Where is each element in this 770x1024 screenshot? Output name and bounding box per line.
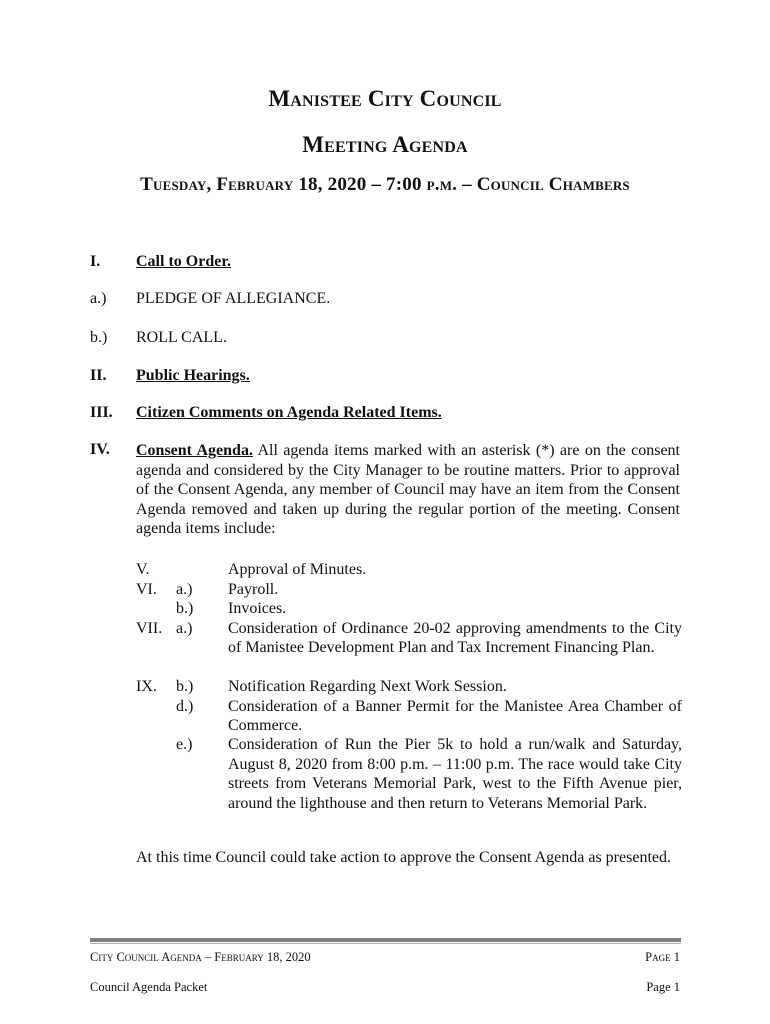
- consent-item-roman: VII.: [136, 619, 163, 637]
- item-text: ROLL CALL.: [136, 329, 227, 346]
- consent-item-text: Invoices.: [228, 600, 287, 617]
- packet-label: Council Agenda Packet: [90, 980, 208, 994]
- item-text: PLEDGE OF ALLEGIANCE.: [136, 290, 331, 307]
- item-letter: a.): [90, 290, 107, 307]
- consent-intro-text: All agenda items marked with an asterisk (*) are on the consent agenda and considered by the City Manager to be routine matters. Prior to approval of the Consent Agenda, any member of Council may have an item from the Consent Agenda removed and taken up during the regular portion of the meeting. Consent agenda items include:: [136, 442, 680, 538]
- section-heading: Citizen Comments on Agenda Related Items.: [136, 404, 442, 421]
- consent-item-letter: b.): [176, 600, 194, 617]
- consent-item-letter: e.): [176, 736, 193, 753]
- consent-item-roman: V.: [136, 561, 150, 578]
- consent-item-letter: d.): [176, 697, 194, 715]
- section-heading: Public Hearings.: [136, 367, 250, 384]
- packet-page-number: Page 1: [646, 980, 680, 994]
- consent-item-letter: b.): [176, 678, 194, 695]
- agenda-subtitle: Meeting Agenda: [302, 132, 468, 157]
- footer-page-number: Page 1: [645, 950, 680, 964]
- footer-rule-thin: [90, 943, 681, 944]
- consent-item-text: Payroll.: [228, 580, 279, 598]
- section-number: III.: [90, 404, 113, 421]
- section-number: II.: [90, 367, 107, 384]
- consent-closing-paragraph: At this time Council could take action to approve the Consent Agenda as presented.: [136, 849, 671, 866]
- meeting-date-line: Tuesday, February 18, 2020 – 7:00 p.m. – Council Chambers: [140, 174, 630, 195]
- item-letter: b.): [90, 329, 108, 346]
- consent-item-letter: a.): [176, 619, 193, 637]
- consent-item-roman: VI.: [136, 580, 157, 598]
- consent-item-roman: IX.: [136, 678, 157, 695]
- consent-agenda-paragraph: [136, 441, 680, 539]
- footer-rule: [90, 938, 681, 942]
- section-heading: Consent Agenda.: [136, 442, 253, 459]
- section-heading: Call to Order.: [136, 253, 231, 270]
- consent-item-letter: a.): [176, 580, 193, 598]
- consent-item-text: Consideration of Ordinance 20-02 approving amendments to the City of Manistee Development Plan and Tax Increment Financing Plan.: [228, 619, 682, 657]
- consent-item-text: Notification Regarding Next Work Session.: [228, 678, 507, 695]
- section-number: I.: [90, 253, 101, 270]
- agenda-title: Manistee City Council: [268, 86, 502, 111]
- section-number: IV.: [90, 441, 110, 458]
- consent-item-text: Consideration of Run the Pier 5k to hold a run/walk and Saturday, August 8, 2020 from 8:00 p.m. – 11:00 p.m. The race would take City streets from Veterans Memorial Park, west to the Fifth Avenue pier, around the lighthouse and then return to Veterans Memorial Park.: [228, 736, 682, 812]
- footer-document-title: City Council Agenda – February 18, 2020: [90, 950, 311, 964]
- consent-item-text: Approval of Minutes.: [228, 561, 367, 578]
- consent-item-text: Consideration of a Banner Permit for the Manistee Area Chamber of Commerce.: [228, 697, 682, 735]
